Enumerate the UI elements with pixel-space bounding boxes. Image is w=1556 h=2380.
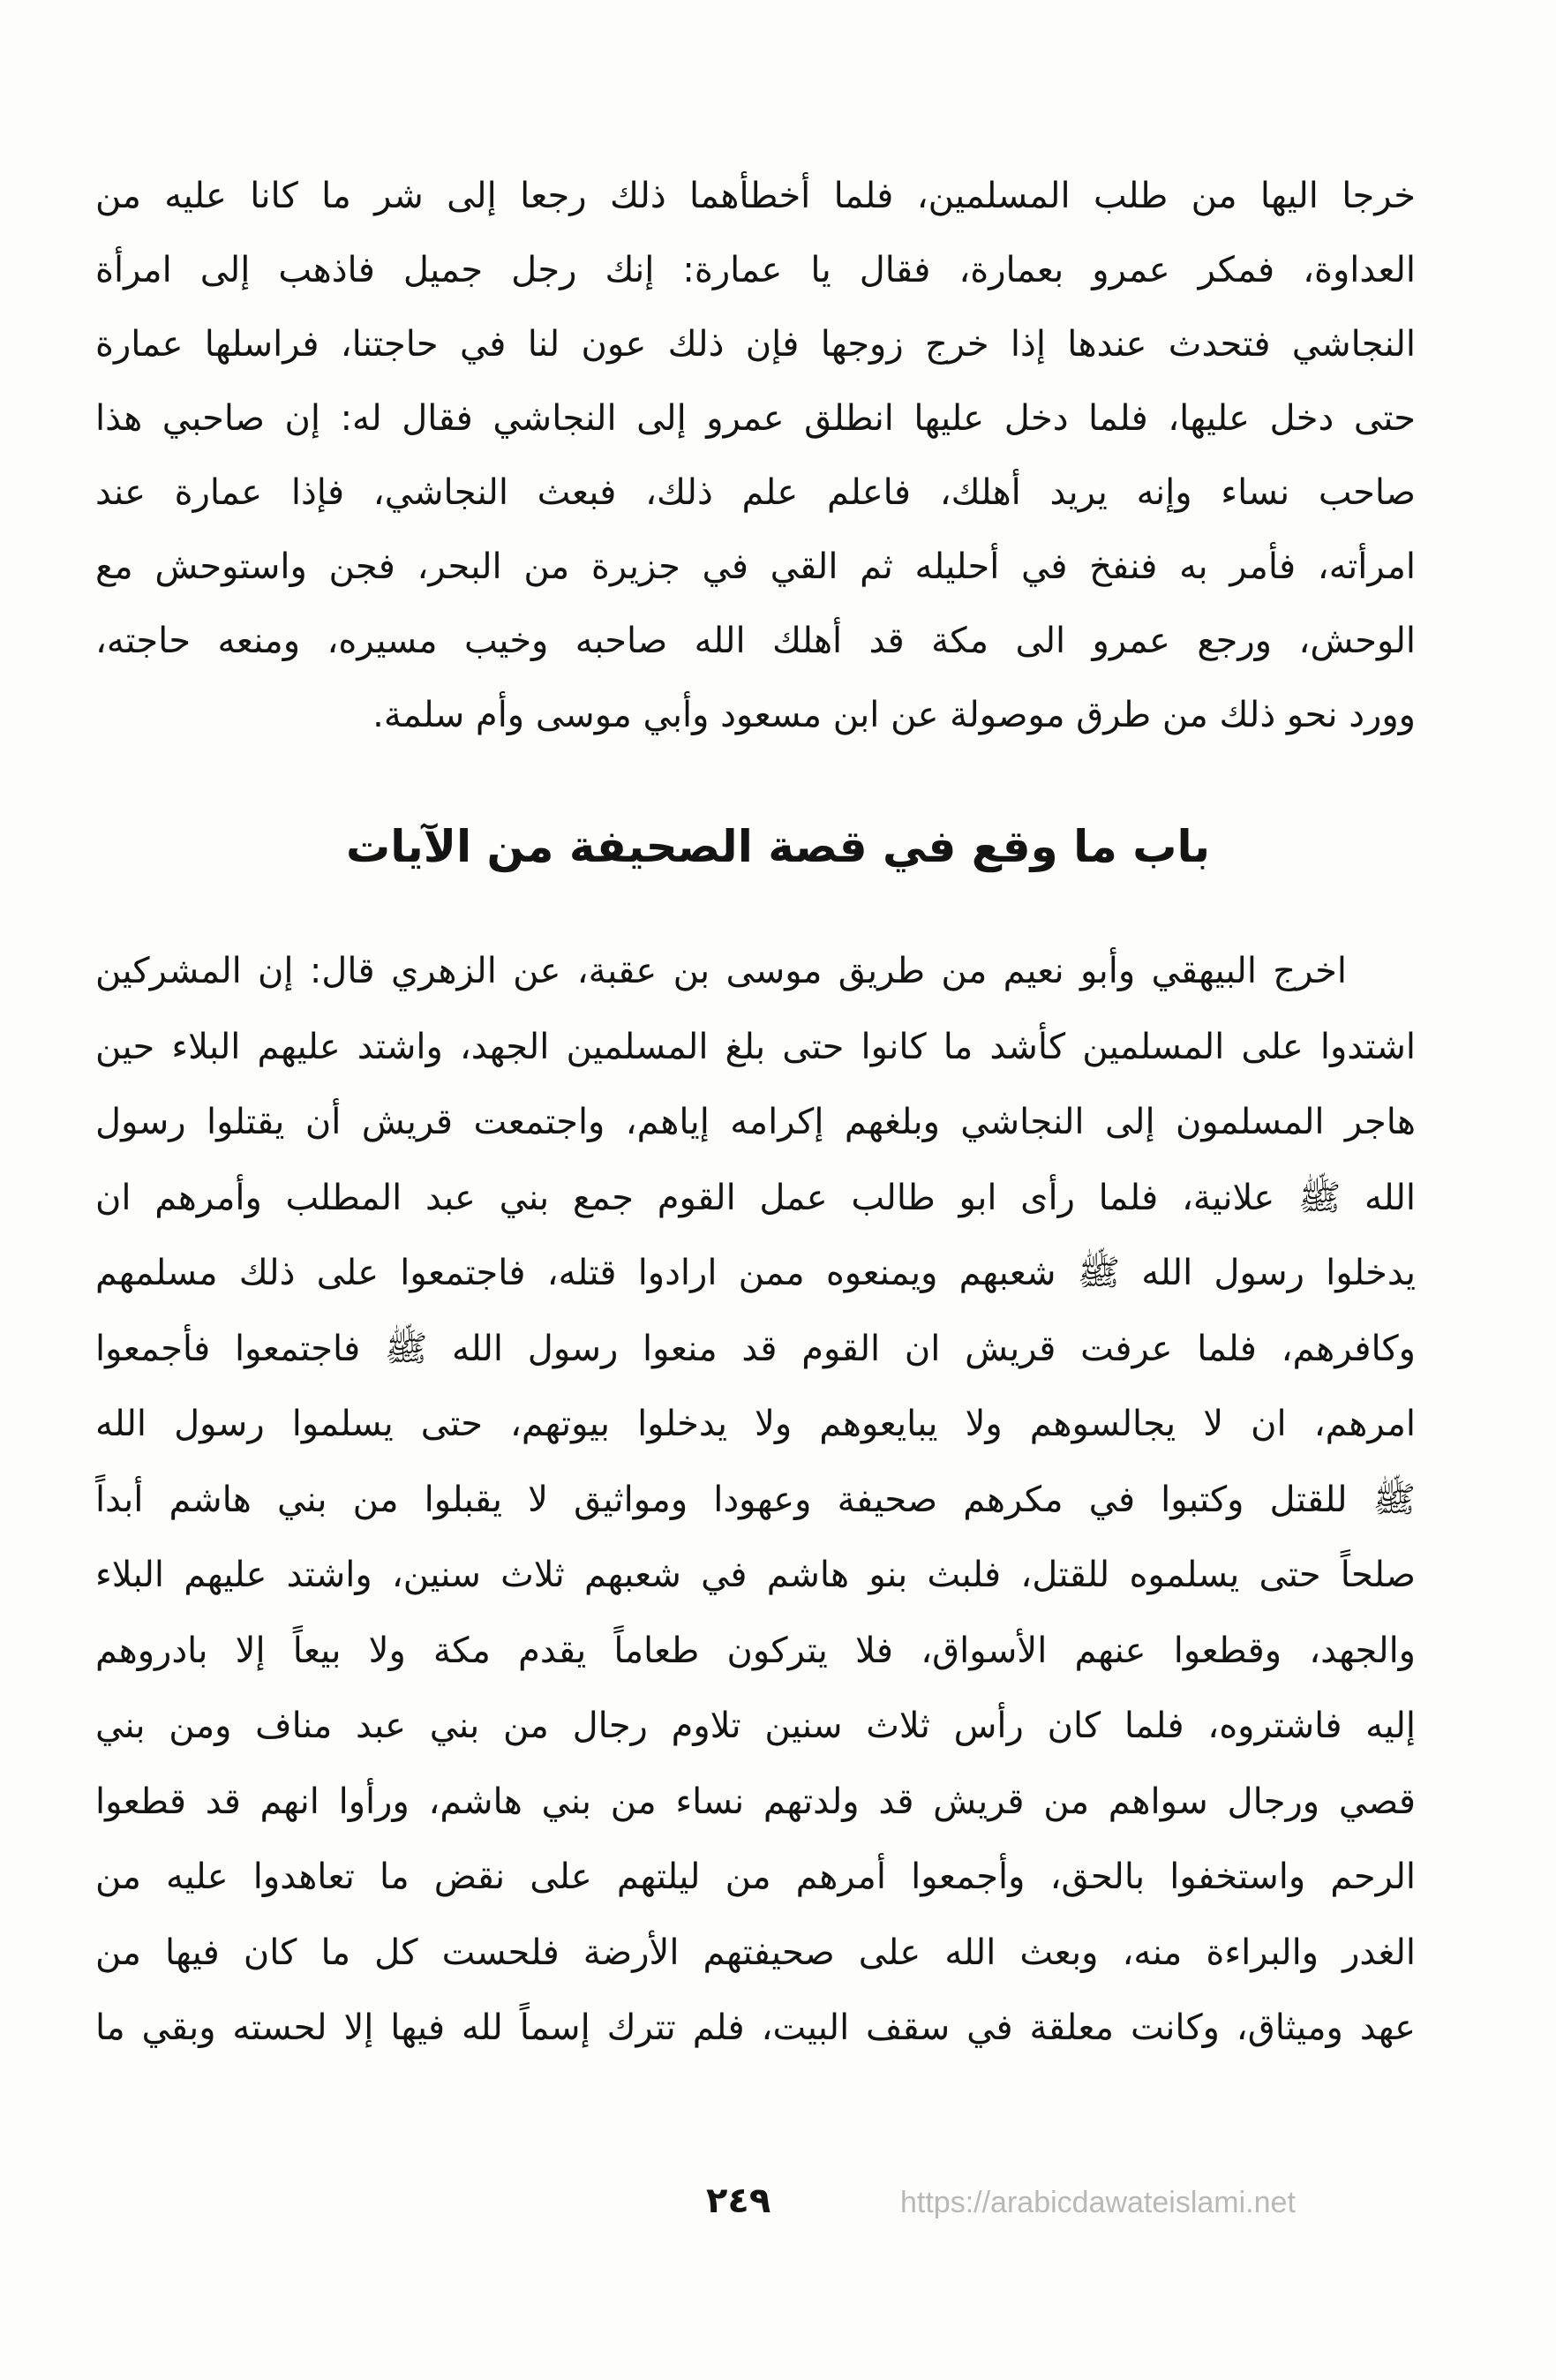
text-line: امرهم، ان لا يجالسوهم ولا يبايعوهم ولا يدخلوا بيوتهم، حتى يسلموا رسول الله bbox=[95, 1404, 1416, 1444]
text-line: إليه فاشتروه، فلما كان رأس ثلاث سنين تلاوم رجال من بني عبد مناف ومن بني bbox=[95, 1706, 1416, 1746]
text-line: امرأته، فأمر به فنفخ في أحليله ثم القي في جزيرة من البحر، فجن واستوحش مع bbox=[95, 546, 1416, 587]
text-line: اشتدوا على المسلمين كأشد ما كانوا حتى بلغ المسلمين الجهد، واشتد عليهم البلاء حين bbox=[95, 1026, 1416, 1067]
text-line: الوحش، ورجع عمرو الى مكة قد أهلك الله صاحبه وخيب مسيره، ومنعه حاجته، bbox=[95, 621, 1416, 661]
text-line: الرحم واستخفوا بالحق، وأجمعوا أمرهم من ليلتهم على نقض ما تعاهدوا عليه من bbox=[95, 1857, 1416, 1897]
text-line: وكافرهم، فلما عرفت قريش ان القوم قد منعوا رسول الله ﷺ فاجتمعوا فأجمعوا bbox=[95, 1328, 1416, 1369]
text-line: النجاشي فتحدث عندها إذا خرج زوجها فإن ذلك عون لنا في حاجتنا، فراسلها عمارة bbox=[95, 324, 1416, 365]
text-line: ﷺ للقتل وكتبوا في مكرهم صحيفة وعهودا ومواثيق لا يقبلوا من بني هاشم أبداً bbox=[95, 1479, 1416, 1520]
text-line: العداوة، فمكر عمرو بعمارة، فقال يا عمارة: إنك رجل جميل فاذهب إلى امرأة bbox=[95, 250, 1416, 290]
text-line: الغدر والبراءة منه، وبعث الله على صحيفتهم الأرضة فلحست كل ما كان فيها من bbox=[95, 1932, 1416, 1973]
paragraph-2 bbox=[95, 934, 1416, 2067]
text-line: خرجا اليها من طلب المسلمين، فلما أخطأهما ذلك رجعا إلى شر ما كانا عليه من bbox=[95, 176, 1416, 216]
text-line: قصي ورجال سواهم من قريش قد ولدتهم نساء من بني هاشم، ورأوا انهم قد قطعوا bbox=[95, 1781, 1416, 1822]
text-line: يدخلوا رسول الله ﷺ شعبهم ويمنعوه ممن ارادوا قتله، فاجتمعوا على ذلك مسلمهم bbox=[95, 1253, 1416, 1293]
text-line: الله ﷺ علانية، فلما رأى ابو طالب عمل القوم جمع بني عبد المطلب وأمرهم ان bbox=[95, 1177, 1416, 1218]
text-line: وورد نحو ذلك من طرق موصولة عن ابن مسعود وأبي موسى وأم سلمة. bbox=[372, 695, 1416, 735]
paragraph-1 bbox=[95, 159, 1416, 752]
text-line: والجهد، وقطعوا عنهم الأسواق، فلا يتركون طعاماً يقدم مكة ولا بيعاً إلا بادروهم bbox=[95, 1630, 1416, 1671]
text-line: عهد وميثاق، وكانت معلقة في سقف البيت، فلم تترك إسماً لله فيها إلا لحسته وبقي ما bbox=[95, 2007, 1416, 2048]
text-line: اخرج البيهقي وأبو نعيم من طريق موسى بن عقبة، عن الزهري قال: إن المشركين bbox=[95, 951, 1347, 991]
page-number: ٢٤٩ bbox=[706, 2180, 771, 2221]
text-line: صلحاً حتى يسلموه للقتل، فلبث بنو هاشم في شعبهم ثلاث سنين، واشتد عليهم البلاء bbox=[95, 1555, 1416, 1595]
text-line: حتى دخل عليها، فلما دخل عليها انطلق عمرو إلى النجاشي فقال له: إن صاحبي هذا bbox=[95, 398, 1416, 439]
text-line: هاجر المسلمون إلى النجاشي وبلغهم إكرامه إياهم، واجتمعت قريش أن يقتلوا رسول bbox=[95, 1102, 1416, 1142]
text-line: صاحب نساء وإنه يريد أهلك، فاعلم علم ذلك، فبعث النجاشي، فإذا عمارة عند bbox=[95, 472, 1416, 513]
section-heading: باب ما وقع في قصة الصحيفة من الآيات bbox=[345, 821, 1211, 872]
watermark-url: https://arabicdawateislami.net bbox=[900, 2186, 1296, 2219]
